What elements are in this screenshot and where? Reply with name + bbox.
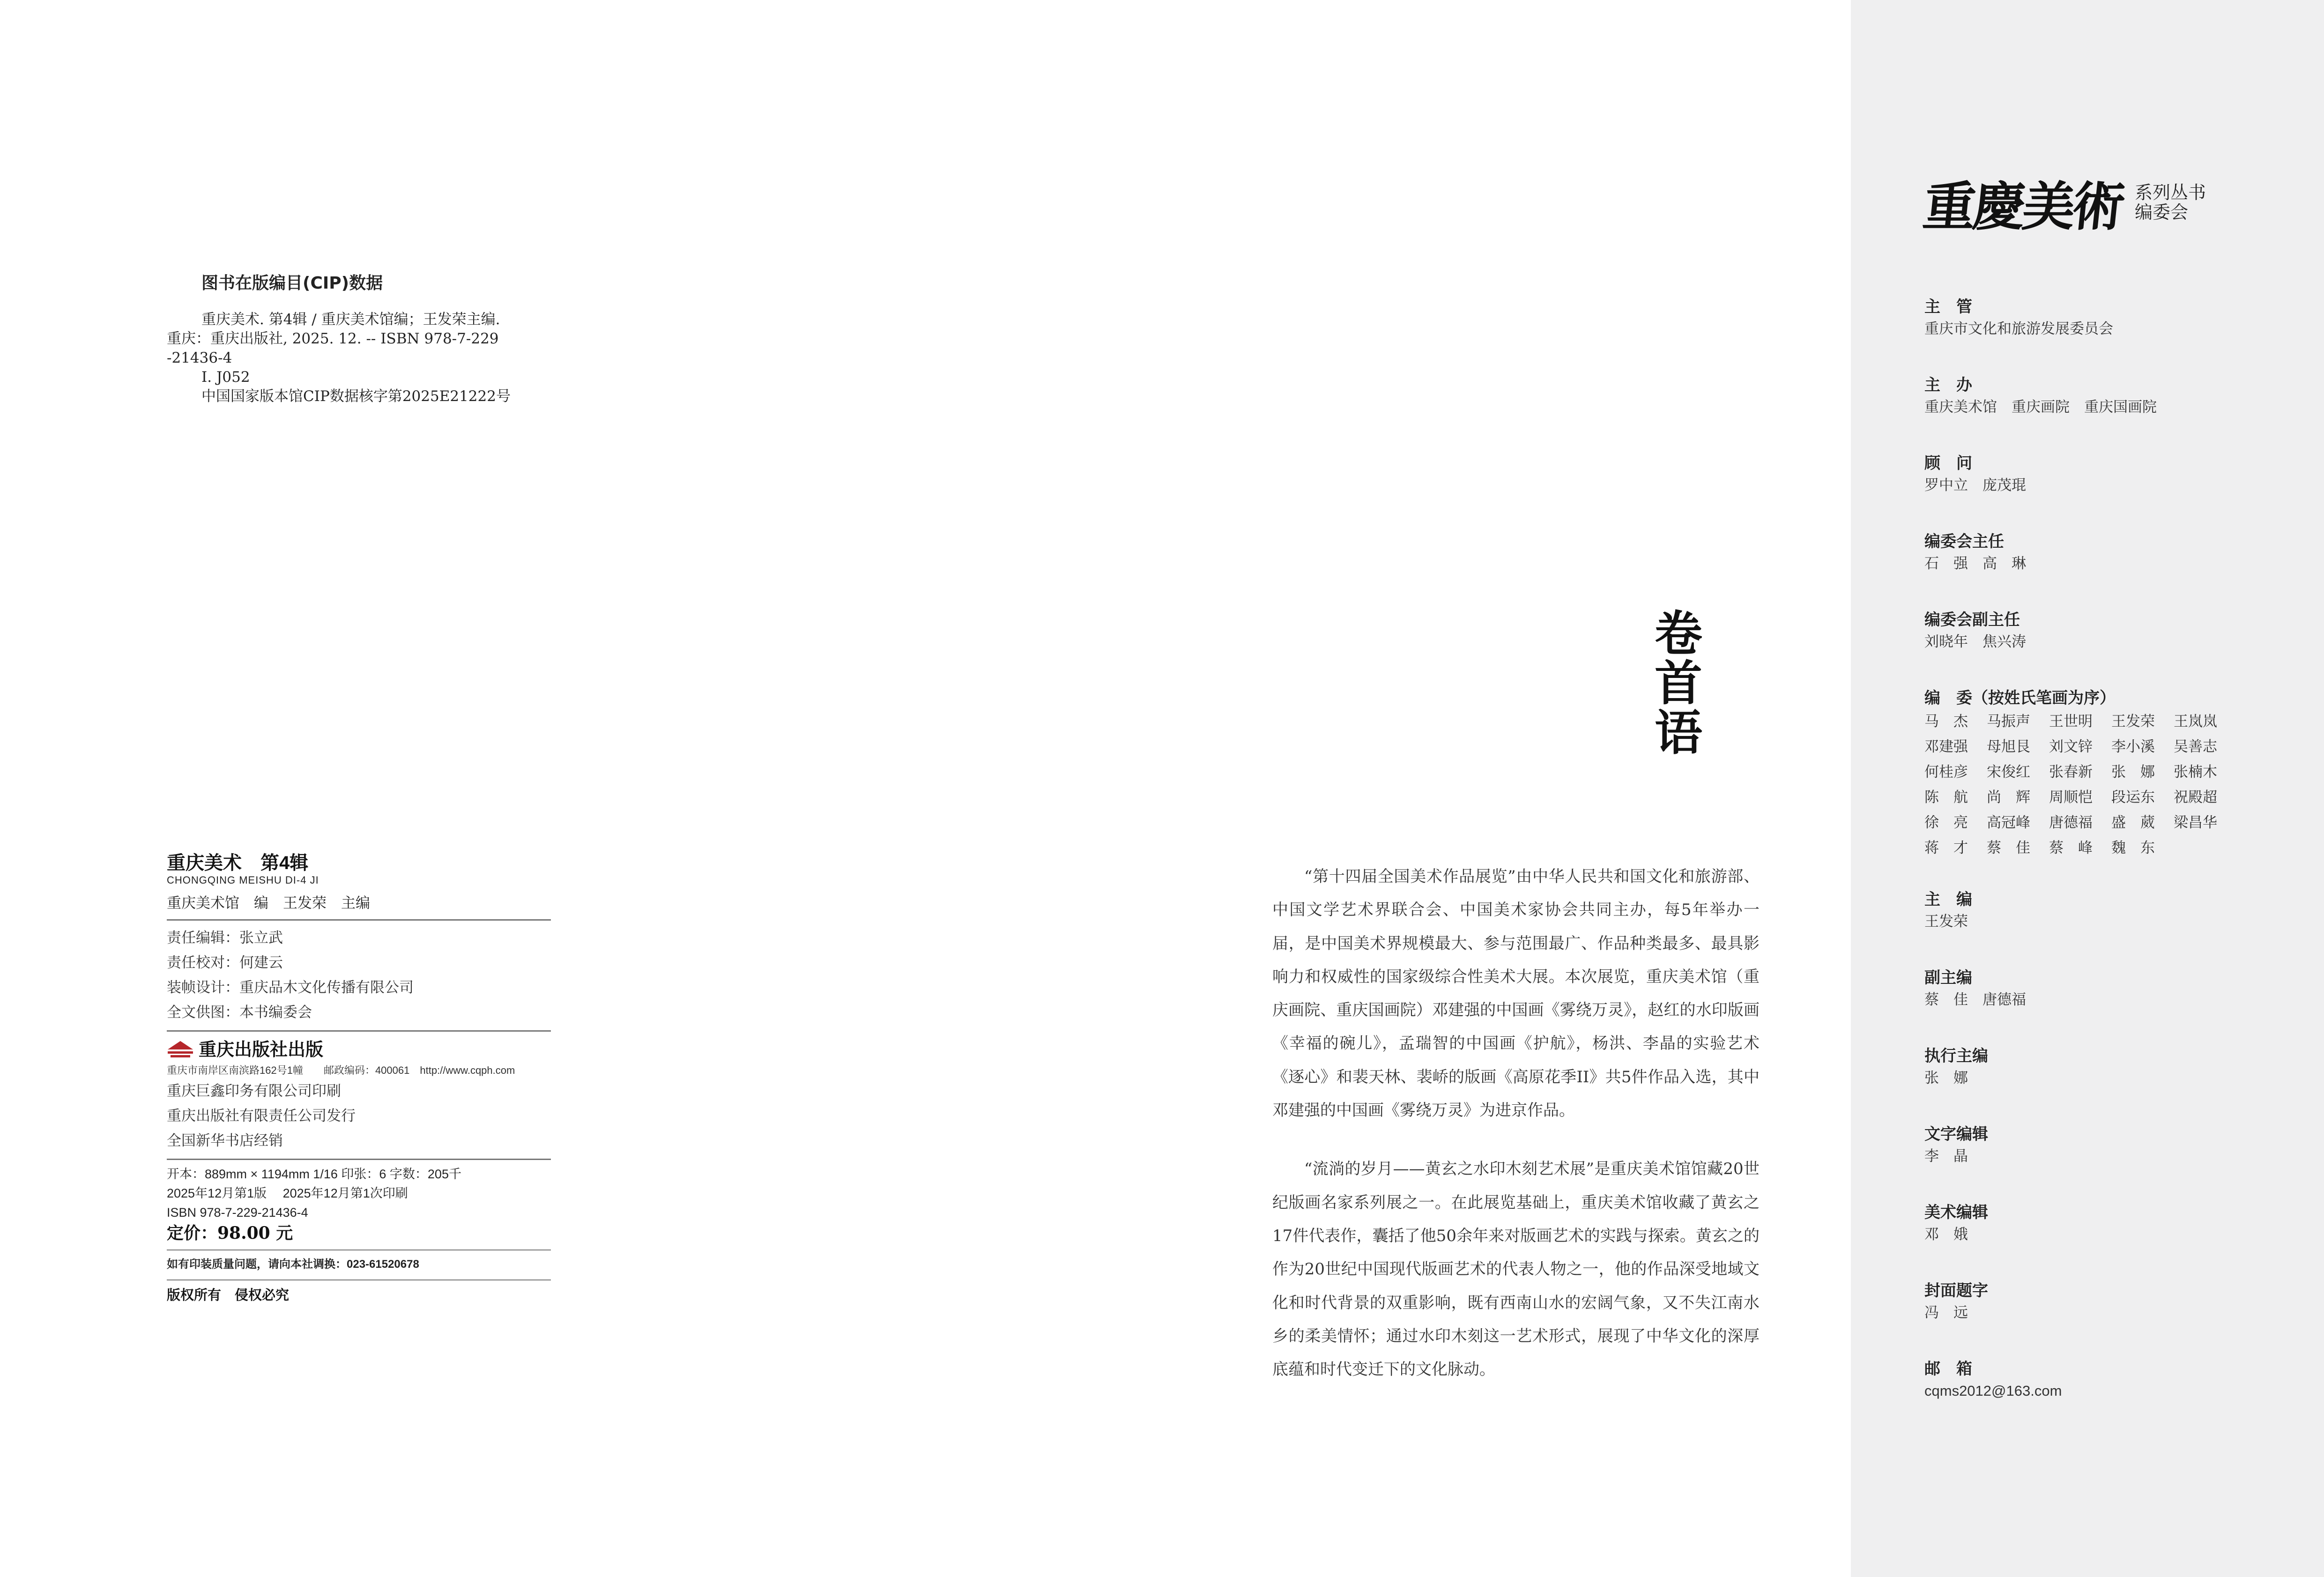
section-value: 张 娜 [1924, 1070, 1968, 1086]
section-value: 冯 远 [1924, 1304, 1968, 1321]
preface-paragraph: “第十四届全国美术作品展览”由中华人民共和国文化和旅游部、中国文学艺术界联合会、中国美术家协会共同主办，每5年举办一届，是中国美术界规模最大、参与范围最广、作品种类最多、最具影响力和权威性的国家级综合性美术大展。本次展览，重庆美术馆（重庆画院、重庆国画院）邓建强的中国画《雾绕万灵》，赵红的水印版画《幸福的碗儿》，孟瑞智的中国画《护航》，杨洪、李晶的实验艺术《逐心》和裴天林、裴峤的版画《高原花季II》共5件作品入选，其中邓建强的中国画《雾绕万灵》为进京作品。 [1272, 867, 1760, 1120]
publisher [167, 1036, 551, 1063]
committee-member: 蔡 峰 [2049, 840, 2093, 856]
committee-member: 魏 东 [2111, 840, 2155, 856]
committee-member: 尚 辉 [1987, 789, 2030, 805]
committee-member: 蒋 才 [1924, 840, 1968, 856]
committee-section [1924, 1202, 2299, 1280]
section-label: 执行主编 [1924, 1047, 1988, 1065]
editorial-committee-panel [1851, 0, 2324, 1577]
section-label: 副主编 [1924, 969, 1972, 987]
section-value: 石 强 高 琳 [1924, 555, 2026, 572]
quality-note: 如有印装质量问题，请向本社调换：023-61520678 [167, 1258, 419, 1271]
series-brand [1920, 165, 2206, 240]
committee-section [1924, 1045, 2299, 1123]
section-label: 美术编辑 [1924, 1204, 1988, 1221]
publisher-name: 重庆出版社出版 [199, 1039, 324, 1060]
cip-line: -21436-4 [167, 350, 232, 366]
section-label: 邮 箱 [1924, 1360, 1972, 1378]
book-title-pinyin: CHONGQING MEISHU DI-4 JI [167, 874, 319, 886]
credit-line: 责任校对：何建云 [167, 954, 283, 971]
spec-line: 开本：889mm × 1194mm 1/16 印张：6 字数：205千 [167, 1167, 461, 1181]
printing-line: 重庆出版社有限责任公司发行 [167, 1108, 356, 1124]
committee-members-section [1924, 687, 2299, 889]
committee-member: 唐德福 [2049, 814, 2093, 831]
committee-member: 周顺恺 [2049, 789, 2093, 805]
preface-title-char: 首 [1655, 655, 1702, 712]
committee-section [1924, 1123, 2299, 1202]
cip-title: 图书在版编目(CIP)数据 [201, 274, 383, 293]
brand-subtitle [2135, 183, 2206, 223]
price: 定价：98.00 元 [167, 1223, 293, 1243]
committee-member: 吴善志 [2174, 738, 2217, 755]
section-value: 重庆美术馆 重庆画院 重庆国画院 [1924, 399, 2157, 415]
book-editors: 重庆美术馆 编 王发荣 主编 [167, 895, 370, 911]
committee-section [1924, 453, 2299, 531]
section-label: 主 管 [1924, 298, 1972, 316]
committee-member: 李小溪 [2111, 738, 2155, 755]
section-value: 刘晓年 焦兴涛 [1924, 633, 2026, 650]
preface-body [1272, 860, 1760, 1386]
committee-section [1924, 296, 2299, 374]
book-title [167, 852, 551, 874]
cip-data-block [167, 272, 542, 406]
committee-member: 马 杰 [1924, 713, 1968, 729]
credit-line: 责任编辑：张立武 [167, 930, 283, 946]
printing-line: 全国新华书店经销 [167, 1132, 283, 1149]
committee-section [1924, 1358, 2299, 1436]
section-label: 封面题字 [1924, 1282, 1988, 1300]
divider [167, 1279, 551, 1280]
book-title-main: 重庆美术 [167, 853, 242, 873]
preface-title [1648, 606, 1709, 761]
section-label: 编委会副主任 [1924, 611, 2020, 629]
preface-paragraph: “流淌的岁月——黄玄之水印木刻艺术展”是重庆美术馆馆藏20世纪版画名家系列展之一。在此展览基础上，重庆美术馆收藏了黄玄之17件代表作，囊括了他50余年来对版画艺术的实践与探索。黄玄之的作为20世纪中国现代版画艺术的代表人物之一，他的作品深受地域文化和时代背景的双重影响，既有西南山水的宏阔气象，又不失江南水乡的柔美情怀；通过水印木刻这一艺术形式，展现了中华文化的深厚底蕴和时代变迁下的文化脉动。 [1272, 1160, 1760, 1379]
section-label: 顾 问 [1924, 454, 1972, 472]
edition-line: 2025年12月第1版 2025年12月第1次印刷 [167, 1186, 408, 1200]
cip-line: 中国国家版本馆CIP数据核字第2025E21222号 [201, 388, 511, 405]
committee-member: 盛 葳 [2111, 814, 2155, 831]
section-label: 编委会主任 [1924, 533, 2004, 550]
isbn: ISBN 978-7-229-21436-4 [167, 1205, 308, 1220]
divider [167, 919, 551, 921]
committee-section [1924, 531, 2299, 609]
committee-member: 张楠木 [2174, 764, 2217, 780]
committee-list [1924, 296, 2299, 1436]
committee-member: 蔡 佳 [1987, 840, 2030, 856]
colophon [167, 852, 551, 1306]
book-title-volume: 第4辑 [260, 853, 309, 873]
publisher-logo-icon [167, 1040, 194, 1059]
cip-line: Ⅰ. J052 [201, 369, 250, 386]
committee-member: 祝殿超 [2174, 789, 2217, 805]
committee-member: 宋俊红 [1987, 764, 2030, 780]
committee-member: 王世明 [2049, 713, 2093, 729]
publisher-address: 重庆市南岸区南滨路162号1幢 邮政编码：400061 http://www.cqph.com [167, 1064, 515, 1076]
committee-member: 张 娜 [2111, 764, 2155, 780]
committee-section [1924, 609, 2299, 687]
committee-member: 邓建强 [1924, 738, 1968, 755]
divider [167, 1159, 551, 1160]
section-value: 李 晶 [1924, 1148, 1968, 1164]
divider [167, 1030, 551, 1032]
section-label: 主 编 [1924, 891, 1972, 908]
credit-line: 装帧设计：重庆品木文化传播有限公司 [167, 979, 414, 996]
members-grid [1924, 709, 2299, 861]
section-value: 蔡 佳 唐德福 [1924, 991, 2026, 1008]
committee-member: 梁昌华 [2174, 814, 2217, 831]
committee-member: 何桂彦 [1924, 764, 1968, 780]
committee-section [1924, 967, 2299, 1045]
section-value: 邓 娥 [1924, 1226, 1968, 1242]
committee-member: 陈 航 [1924, 789, 1968, 805]
printing-line: 重庆巨鑫印务有限公司印刷 [167, 1083, 341, 1099]
preface-title-char: 语 [1655, 705, 1702, 761]
section-value: 罗中立 庞茂琨 [1924, 477, 2026, 493]
committee-section [1924, 374, 2299, 453]
rights-notice: 版权所有 侵权必究 [167, 1288, 290, 1303]
committee-section [1924, 1280, 2299, 1358]
committee-member: 母旭艮 [1987, 738, 2030, 755]
cip-line: 重庆美术. 第4辑 / 重庆美术馆编；王发荣主编. [201, 311, 500, 328]
committee-member: 张春新 [2049, 764, 2093, 780]
committee-member: 刘文锌 [2049, 738, 2093, 755]
credit-line: 全文供图：本书编委会 [167, 1004, 312, 1020]
contact-email: cqms2012@163.com [1924, 1383, 2062, 1399]
committee-member: 王岚岚 [2174, 713, 2217, 729]
section-label: 文字编辑 [1924, 1125, 1988, 1143]
section-label: 编 委（按姓氏笔画为序） [1924, 689, 2116, 707]
committee-member: 王发荣 [2111, 713, 2155, 729]
committee-member: 高冠峰 [1987, 814, 2030, 831]
committee-member: 徐 亮 [1924, 814, 1968, 831]
brand-subtitle-line: 编委会 [2135, 202, 2189, 223]
preface-title-char: 卷 [1655, 606, 1702, 662]
section-value: 王发荣 [1924, 913, 1968, 930]
cip-line: 重庆：重庆出版社, 2025. 12. -- ISBN 978-7-229 [167, 330, 499, 347]
brand-subtitle-line: 系列丛书 [2135, 183, 2206, 203]
committee-member: 段运东 [2111, 789, 2155, 805]
committee-section [1924, 889, 2299, 967]
section-label: 主 办 [1924, 376, 1972, 394]
committee-member: 马振声 [1987, 713, 2030, 729]
section-value: 重庆市文化和旅游发展委员会 [1924, 320, 2113, 337]
brand-calligraphy: 重慶美術 [1920, 176, 2125, 238]
